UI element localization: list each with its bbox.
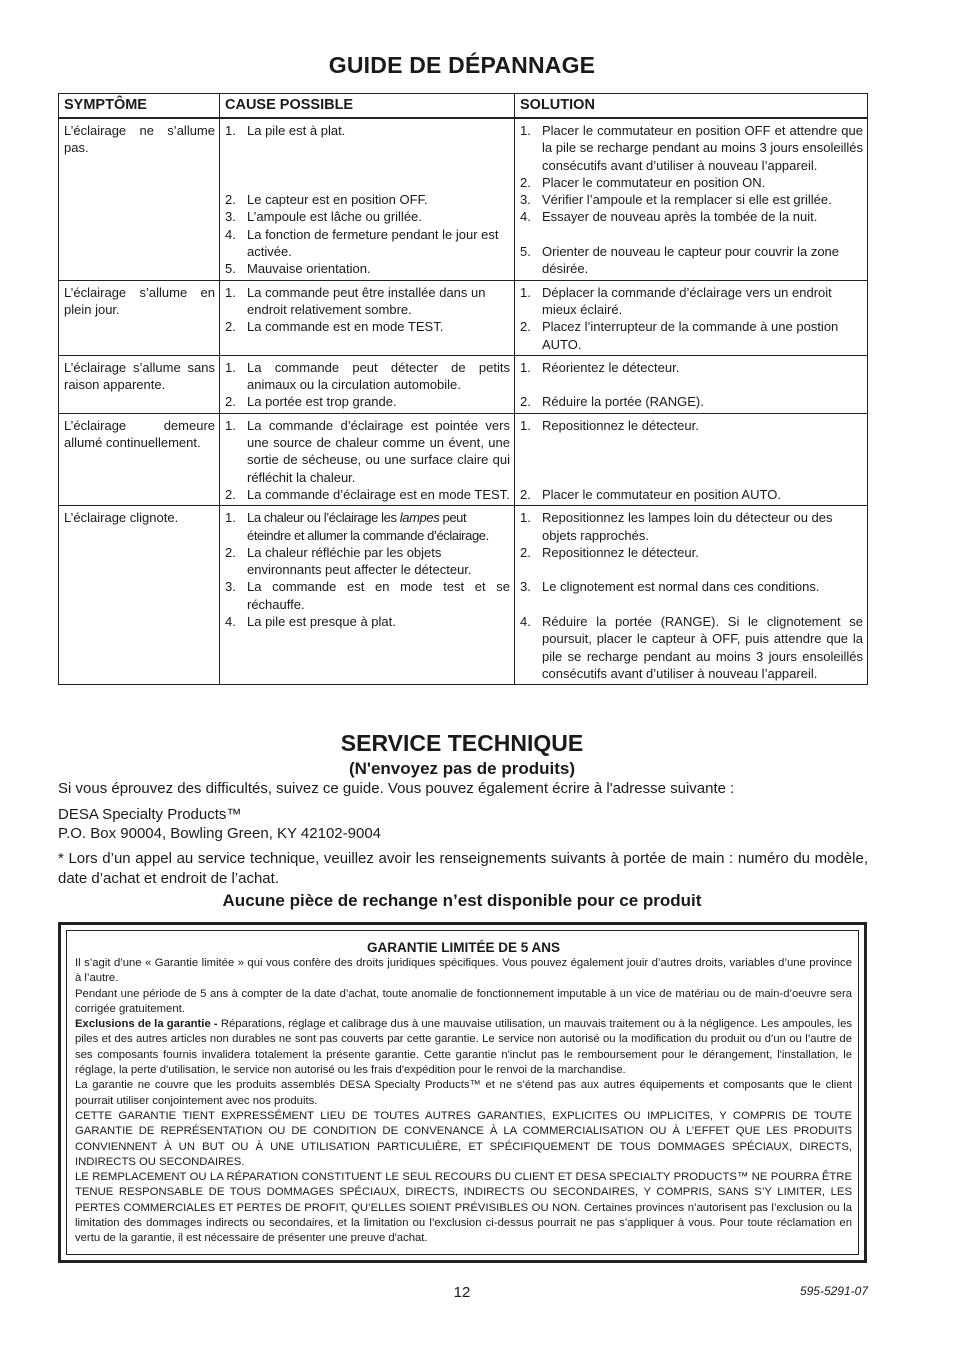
list-item: 1. La pile est à plat.: [225, 123, 346, 138]
list-item: 2. Placer le commutateur en position AUTO.: [520, 486, 781, 502]
list-item: 2. La commande d’éclairage est en mode TEST.: [225, 486, 510, 502]
table-row: [59, 413, 868, 505]
list-item: 2. Réduire la portée (RANGE).: [520, 394, 704, 410]
page-title: GUIDE DE DÉPANNAGE: [328, 52, 596, 78]
symptom-cell: L’éclairage demeure allumé continuellement.: [59, 413, 220, 505]
solution-cell: [515, 280, 868, 355]
table-row: [59, 118, 868, 280]
service-intro: Si vous éprouvez des difficultés, suivez ce guide. Vous pouvez également écrire à l'adresse suivante :: [58, 780, 735, 797]
symptom-cell: L’éclairage s’allume sans raison apparente.: [59, 355, 220, 413]
symptom-cell: L’éclairage ne s’allume pas.: [59, 118, 220, 280]
list-item: 4. Essayer de nouveau après la tombée de la nuit.: [520, 209, 818, 225]
table-row: [59, 355, 868, 413]
warranty-paragraph: Pendant une période de 5 ans à compter de la date d’achat, toute anomalie de fonctionnement imputable à un vice de matériau ou de main-d’oeuvre sera corrigée gratuitement.: [75, 987, 852, 1015]
symptom-cell: L’éclairage s’allume en plein jour.: [59, 280, 220, 355]
cause-cell: [220, 506, 515, 685]
list-item: 1. Placer le commutateur en position OFF et attendre que la pile se recharge pendant au moins 3 jours ensoleillés consécutifs avant d’utiliser à nouveau l’appareil.: [520, 123, 863, 173]
list-item: 2. La chaleur réfléchie par les objets environnants peut affecter le détecteur.: [225, 544, 472, 578]
list-item: 5. Mauvaise orientation.: [225, 261, 371, 277]
list-item: 2. Placez l’interrupteur de la commande à une postion AUTO.: [520, 319, 839, 352]
list-item: 1. La commande d’éclairage est pointée vers une source de chaleur comme un évent, une sortie de sécheuse, ou une surface claire qui réfléchit la chaleur.: [225, 417, 510, 485]
warranty-title: GARANTIE LIMITÉE DE 5 ANS: [366, 940, 560, 955]
document-number: 595-5291-07: [799, 1284, 868, 1298]
warranty-exclusions: Exclusions de la garantie - Réparations, réglage et calibrage dus à une mauvaise utilisation, un mauvais traitement ou à la négligence. Les ampoules, les piles et des autres articles non durables ne sont pas couverts par cette garantie. Le service non autorisé ou la modification du produit ou d’un ou l’autre de ses composants fournis invalidera totalement la présente garantie. Cette garantie n'inclut pas le remboursement pour le dérangement, l'installation, le réglage, la perte d'utilisation, le service non autorisé ou les frais d'expédition pour le renvoi de la marchandise.: [75, 1018, 852, 1077]
exclusions-label: Exclusions de la garantie -: [75, 1018, 221, 1031]
no-parts-heading: Aucune pièce de rechange n’est disponible pour ce produit: [222, 891, 702, 910]
list-item: 2. Le capteur est en position OFF.: [225, 192, 428, 208]
warranty-paragraph: Il s’agit d’une « Garantie limitée » qui vous confère des droits juridiques spécifiques. Vous pouvez également jouir d’autres droits, variables d’une province à l’autre.: [75, 957, 852, 985]
table-header-row: [59, 94, 868, 119]
warranty-paragraph: CETTE GARANTIE TIENT EXPRESSÉMENT LIEU DE TOUTES AUTRES GARANTIES, EXPLICITES OU IMPLICITES, Y COMPRIS DE TOUTE GARANTIE DE REPRÉSENTATION OU DE CONDITION DE CONVENANCE À LA COMMERCIALISATION OU À L’EFFET QUE LES PRODUITS CONVIENNENT À UN BUT OU À UNE UTILISATION PARTICULIÈRE, ET SPÉCIFIQUEMENT DE TOUS DOMMAGES SPÉCIAUX, DIRECTS, INDIRECTS OU SECONDAIRES.: [75, 1109, 852, 1168]
list-item: 1. La commande peut détecter de petits animaux ou la circulation automobile.: [225, 359, 510, 393]
list-item: 1. La commande peut être installée dans un endroit relativement sombre.: [225, 284, 486, 317]
service-subtitle: (N'envoyez pas de produits): [348, 759, 576, 778]
table-row: [59, 506, 868, 685]
list-item: 1. La chaleur ou l’éclairage les lampes peut éteindre et allumer la commande d’éclairage.: [225, 510, 489, 543]
cause-cell: [220, 355, 515, 413]
cause-cell: [220, 413, 515, 505]
solution-cell: [515, 118, 868, 280]
service-note: * Lors d’un appel au service technique, veuillez avoir les renseignements suivants à portée de main : numéro du modèle, date d’achat et endroit de l’achat.: [58, 850, 868, 887]
list-item: 1. Déplacer la commande d’éclairage vers un endroit mieux éclairé.: [520, 284, 832, 317]
symptom-cell: L’éclairage clignote.: [59, 506, 220, 685]
cause-cell: [220, 280, 515, 355]
list-item: 2. Placer le commutateur en position ON.: [520, 174, 766, 190]
list-item: 3. L’ampoule est lâche ou grillée.: [225, 209, 422, 225]
header-solution: SOLUTION: [515, 94, 868, 119]
list-item: 2. La portée est trop grande.: [225, 394, 397, 410]
cause-cell: [220, 118, 515, 280]
warranty-paragraph: LE REMPLACEMENT OU LA RÉPARATION CONSTITUENT LE SEUL RECOURS DU CLIENT ET DESA SPECIALTY PRODUCTS™ NE POURRA ÊTRE TENUE RESPONSABLE DE TOUS DOMMAGES SPÉCIAUX, DIRECTS, INDIRECTS OU SECONDAIRES, Y COMPRIS, SANS S’Y LIMITER, LES PERTES COMMERCIALES ET PERTES DE PROFIT, QU’ELLES SOIENT PRÉVISIBLES OU NON. Certaines provinces n’autorisent pas l’exclusion ou la limitation des dommages indirects ou secondaires, et la limitation ou l’exclusion ci-dessus pourrait ne pas s’appliquer à vous. Pour toute réclamation en vertu de la garantie, il est nécessaire de présenter une preuve d'achat.: [75, 1171, 852, 1245]
list-item: 1. Repositionnez le détecteur.: [520, 417, 699, 433]
list-item: 1. Repositionnez les lampes loin du détecteur ou des objets rapprochés.: [520, 510, 833, 543]
list-item: 1. Réorientez le détecteur.: [520, 359, 680, 375]
company-address: P.O. Box 90004, Bowling Green, KY 42102-9004: [58, 825, 382, 842]
header-symptom: SYMPTÔME: [59, 94, 220, 119]
list-item: 4. La pile est presque à plat.: [225, 614, 396, 630]
header-cause: CAUSE POSSIBLE: [220, 94, 515, 119]
solution-cell: [515, 355, 868, 413]
list-item: 2. La commande est en mode TEST.: [225, 319, 444, 335]
warranty-content: [66, 930, 859, 1255]
list-item: 4. Réduire la portée (RANGE). Si le clignotement se poursuit, placer le capteur à OFF, puis attendre que la pile se recharge pendant au moins 3 jours ensoleillés consécutifs avant d’utiliser à nouveau l’appareil.: [520, 614, 863, 681]
list-item: 3. Le clignotement est normal dans ces conditions.: [520, 579, 820, 595]
list-item: 3. Vérifier l’ampoule et la remplacer si elle est grillée.: [520, 192, 832, 208]
solution-cell: [515, 413, 868, 505]
warranty-paragraph: La garantie ne couvre que les produits assemblés DESA Specialty Products™ et ne s’étend pas aux autres équipements et composants que le client pourrait utiliser conjointement avec nos produits.: [75, 1079, 852, 1107]
list-item: 5. Orienter de nouveau le capteur pour couvrir la zone désirée.: [520, 244, 840, 277]
list-item: 3. La commande est en mode test et se réchauffe.: [225, 579, 510, 612]
troubleshooting-table: [58, 93, 868, 685]
list-item: 2. Repositionnez le détecteur.: [520, 544, 699, 560]
table-row: [59, 280, 868, 355]
company-name: DESA Specialty Products™: [58, 806, 242, 823]
warranty-box: [58, 922, 867, 1263]
page-number: 12: [453, 1284, 471, 1301]
service-title: SERVICE TECHNIQUE: [340, 730, 584, 756]
solution-cell: [515, 506, 868, 685]
list-item: 4. La fonction de fermeture pendant le jour est activée.: [225, 226, 499, 260]
